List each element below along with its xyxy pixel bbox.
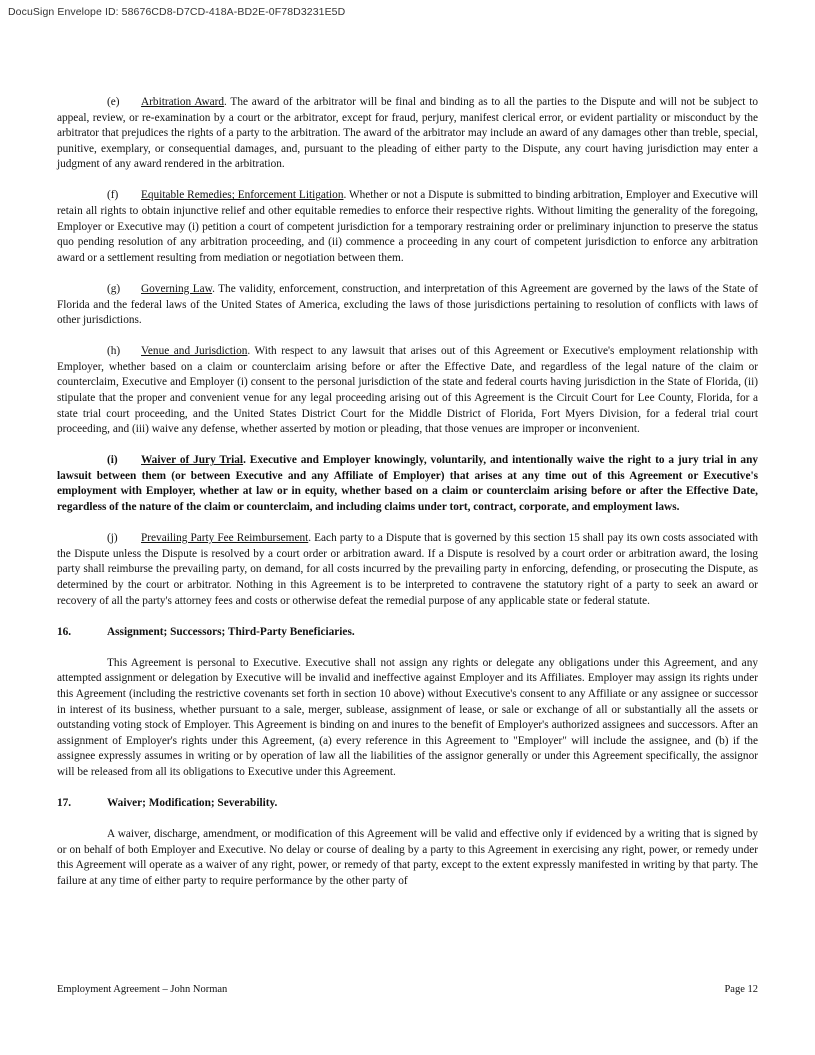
paragraph-g (57, 282, 758, 329)
paragraph-e-heading: Arbitration Award (141, 96, 225, 108)
paragraph-i-label: (i) (107, 454, 118, 467)
paragraph-g-label: (g) (107, 282, 121, 295)
footer-page-number: Page 12 (724, 984, 758, 995)
section-16-number: 16. (57, 625, 72, 638)
paragraph-j-body: . Each party to a Dispute that is governed by this section 15 shall pay its own costs associated with the Dispute unless the Dispute is resolved by a court order or arbitration award. If a Dispute is resolved by a court order or arbitration award, the losing party shall reimburse the prevailing party, on demand, for all costs incurred by the prevailing party in enforcing, defending, or prosecuting the Dispute, as determined by the court or arbitrator. Nothing in this Agreement is to be interpreted to contravene the statutory right of a party to seek an award or recovery of all the party's attorney fees and costs or otherwise defeat the remedial purpose of any applicable state or federal statute. (57, 532, 758, 607)
docusign-envelope-id: DocuSign Envelope ID: 58676CD8-D7CD-418A-BD2E-0F78D3231E5D (8, 6, 346, 18)
paragraph-f-label: (f) (107, 189, 119, 202)
paragraph-h-label: (h) (107, 345, 121, 358)
section-17-title: Waiver; Modification; Severability. (107, 796, 278, 809)
section-16-body: This Agreement is personal to Executive. Executive shall not assign any rights or delegate any obligations under this Agreement, and any attempted assignment or delegation by Executive will be invalid and ineffective against Employer and its Affiliates. Employer may assign its rights under this Agreement (including the restrictive covenants set forth in section 10 above) without Executive's consent to any Affiliate or any assignee or successor in interest of its business, whether pursuant to a sale, merger, sublease, assignment of lease, or sale or exchange of all or substantially all the assets or outstanding voting stock of Employer. This Agreement is binding on and inures to the benefit of Employer's authorized assignees and successors. After an assignment of Employer's rights under this Agreement, (a) every reference in this Agreement to "Employer" will include the assignee, and (b) if the assignee expressly assumes in writing or by operation of law all the liabilities of the assignor generally or under this Agreement specifically, the assignor will be released from all its obligations to Executive under this Agreement. (57, 656, 758, 778)
paragraph-g-body: . The validity, enforcement, construction, and interpretation of this Agreement are governed by the laws of the State of Florida and the federal laws of the United States of America, excluding the laws of those jurisdictions pertaining to resolution of conflicts with laws of other jurisdictions. (57, 282, 758, 327)
paragraph-f (57, 188, 758, 266)
paragraph-i (57, 453, 758, 515)
section-17-number: 17. (57, 796, 72, 809)
section-16-heading (57, 625, 758, 641)
paragraph-e-label: (e) (107, 96, 120, 108)
paragraph-j-label: (j) (107, 532, 118, 545)
paragraph-i-body: . Executive and Employer knowingly, voluntarily, and intentionally waive the right to a jury trial in any lawsuit between them (or between Executive and any Affiliate of Employer) that arises at any time out of this Agreement or Executive's employment with Employer, whether at law or in equity, whether based on a claim or counterclaim arising before or after the Effective Date, regardless of the nature of the claim or counterclaim, and including claims under tort, contract, corporate, and employment laws. (57, 454, 759, 514)
section-17-body: A waiver, discharge, amendment, or modification of this Agreement will be valid and effective only if evidenced by a writing that is signed by or on behalf of both Employer and Executive. No delay or course of dealing by a party to this Agreement in exercising any right, power, or remedy under this Agreement will operate as a waiver of any right, power, or remedy of that party, except to the extent expressly manifested in writing by that party. The failure at any time of either party to require performance by the other party of (57, 828, 758, 887)
paragraph-f-heading: Equitable Remedies; Enforcement Litigation (141, 189, 344, 202)
paragraph-j (57, 531, 758, 609)
paragraph-h-body: . With respect to any lawsuit that arises out of this Agreement or Executive's employment relationship with Employer, whether based on a claim or counterclaim arising before or after the Effective Date, and regardless of the legal nature of the claim or counterclaim, Executive and Employer (i) consent to the personal jurisdiction of the state and federal courts having jurisdiction in the State of Florida, (ii) stipulate that the proper and convenient venue for any legal proceeding arising out of this Agreement is the Circuit Court for Lee County, Florida, for a state trial court proceeding, and the United States District Court for the Middle District of Florida, Fort Myers Division, for a federal trial court proceeding, and (iii) waive any defense, whether asserted by motion or pleading, that those venues are improper or inconvenient. (57, 345, 758, 436)
footer-document-title: Employment Agreement – John Norman (57, 984, 228, 995)
section-16-title: Assignment; Successors; Third-Party Beneficiaries. (107, 625, 355, 638)
paragraph-j-heading: Prevailing Party Fee Reimbursement (141, 532, 309, 545)
paragraph-h-heading: Venue and Jurisdiction (141, 345, 248, 358)
paragraph-h (57, 344, 758, 438)
paragraph-e-body: . The award of the arbitrator will be final and binding as to all the parties to the Dispute and will not be subject to appeal, review, or re-examination by a court or the arbitrator, except for fraud, perjury, manifest clerical error, or evident partiality or misconduct by the arbitrator that prejudices the rights of a party to the arbitration. The award of the arbitrator may include an award of any damages other than treble, special, punitive, exemplary, or consequential damages, and, pursuant to the pleading of either party to the Dispute, any court having jurisdiction may enter a judgment of any award rendered in the arbitration. (57, 96, 758, 171)
paragraph-e (57, 95, 758, 173)
document-body (57, 95, 758, 905)
page-footer (57, 984, 758, 995)
section-17-heading (57, 796, 758, 812)
paragraph-g-heading: Governing Law (141, 282, 213, 295)
paragraph-f-body: . Whether or not a Dispute is submitted to binding arbitration, Employer and Executive will retain all rights to obtain injunctive relief and other equitable remedies to enforce their respective rights. Without limiting the generality of the foregoing, Employer or Executive may (i) petition a court of competent jurisdiction for a temporary restraining order or preliminary injunction to preserve the status quo pending resolution of any arbitration proceeding, and (ii) commence a proceeding in any court of competent jurisdiction to enforce any arbitration award or a settlement resulting from mediation or negotiation between them. (57, 189, 758, 264)
paragraph-i-heading: Waiver of Jury Trial (141, 454, 244, 467)
